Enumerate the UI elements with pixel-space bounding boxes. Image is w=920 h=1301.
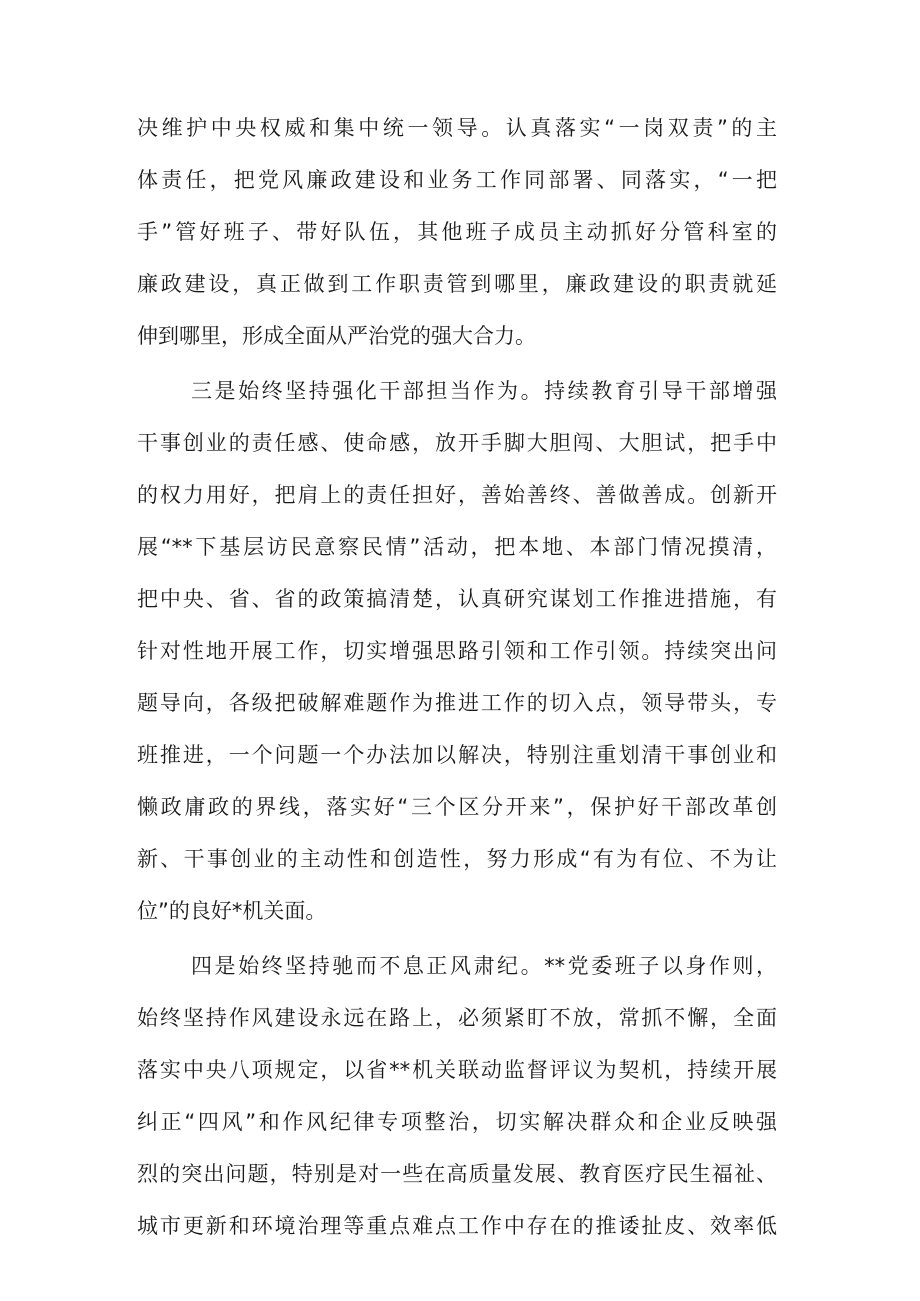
text-line: 新、干事创业的主动性和创造性，努力形成“有为有位、不为让 <box>137 847 777 871</box>
text-line: 的权力用好，把肩上的责任担好，善始善终、善做善成。创新开 <box>137 483 777 507</box>
text-line: 展“**下基层访民意察民情”活动，把本地、本部门情况摸清， <box>137 535 777 559</box>
text-line: 决维护中央权威和集中统一领导。认真落实“一岗双责”的主 <box>137 116 777 140</box>
text-line: 题导向，各级把破解难题作为推进工作的切入点，领导带头，专 <box>137 691 777 715</box>
text-line: 针对性地开展工作，切实增强思路引领和工作引领。持续突出问 <box>137 639 777 663</box>
text-line: 烈的突出问题，特别是对一些在高质量发展、教育医疗民生福祉、 <box>137 1162 777 1186</box>
text-line: 始终坚持作风建设永远在路上，必须紧盯不放，常抓不懈，全面 <box>137 1006 777 1030</box>
text-line: 廉政建设，真正做到工作职责管到哪里，廉政建设的职责就延 <box>137 272 777 296</box>
text-line: 懒政庸政的界线，落实好“三个区分开来”，保护好干部改革创 <box>137 795 777 819</box>
text-line: 纠正“四风”和作风纪律专项整治，切实解决群众和企业反映强 <box>137 1110 777 1134</box>
text-line: 位”的良好*机关面。 <box>137 899 327 923</box>
paragraph-first-line: 四是始终坚持驰而不息正风肃纪。**党委班子以身作则， <box>191 954 777 978</box>
text-line: 班推进，一个问题一个办法加以解决，特别注重划清干事创业和 <box>137 743 777 767</box>
text-line: 手”管好班子、带好队伍，其他班子成员主动抓好分管科室的 <box>137 220 777 244</box>
text-line: 伸到哪里，形成全面从严治党的强大合力。 <box>137 324 536 348</box>
text-line: 把中央、省、省的政策搞清楚，认真研究谋划工作推进措施，有 <box>137 587 777 611</box>
text-line: 落实中央八项规定，以省**机关联动监督评议为契机，持续开展 <box>137 1058 777 1082</box>
text-line: 干事创业的责任感、使命感，放开手脚大胆闯、大胆试，把手中 <box>137 431 777 455</box>
paragraph-first-line: 三是始终坚持强化干部担当作为。持续教育引导干部增强 <box>191 379 777 403</box>
text-line: 城市更新和环境治理等重点难点工作中存在的推诿扯皮、效率低 <box>137 1214 777 1238</box>
text-line: 体责任，把党风廉政建设和业务工作同部署、同落实，“一把 <box>137 168 777 192</box>
